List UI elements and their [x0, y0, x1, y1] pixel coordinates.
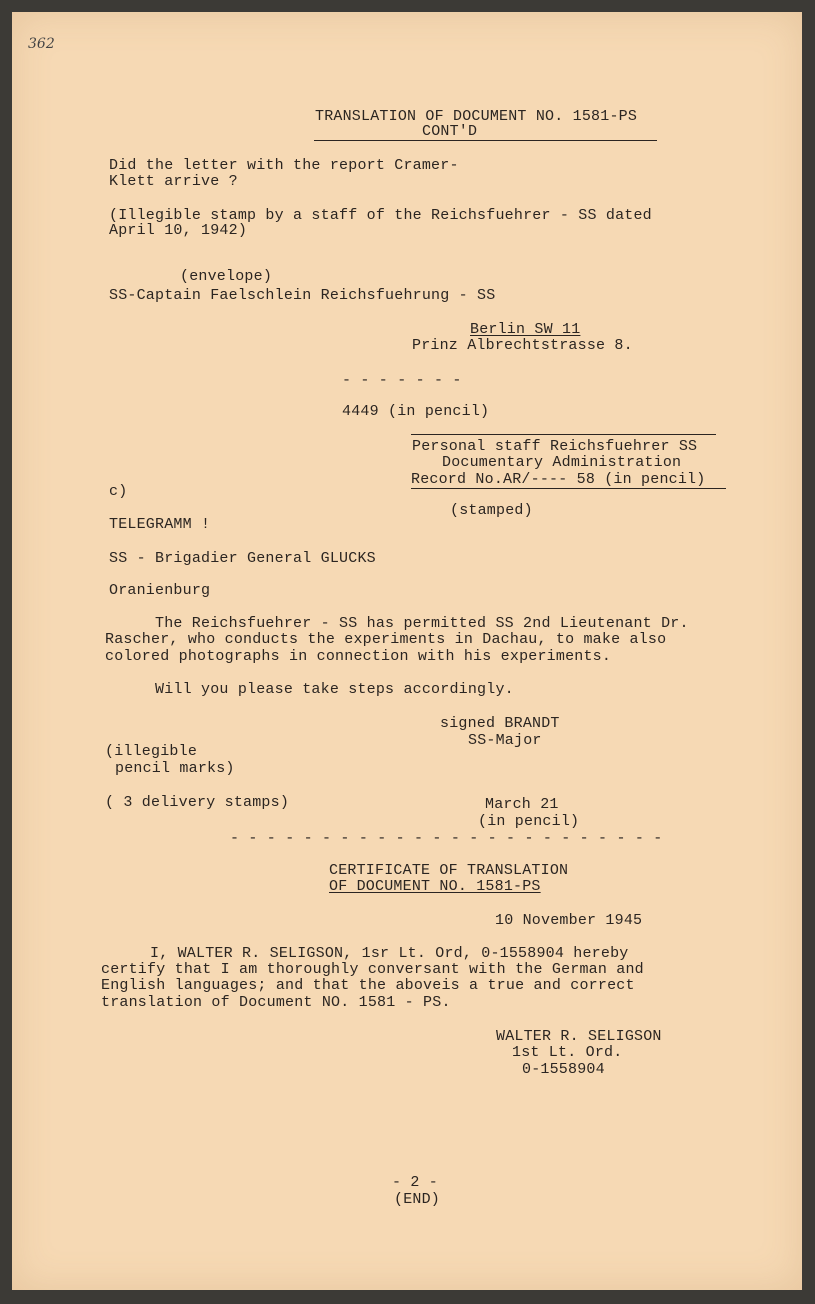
- certifier-rank: 1st Lt. Ord.: [512, 1044, 623, 1061]
- long-divider: - - - - - - - - - - - - - - - - - - - - - - - -: [230, 830, 663, 847]
- date-march-pencil: (in pencil): [478, 813, 580, 830]
- certificate-date: 10 November 1945: [495, 912, 643, 929]
- certificate-text-line-3: English languages; and that the aboveis a true and correct: [101, 977, 635, 994]
- stamp-note-line-2: April 10, 1942): [109, 222, 248, 239]
- doc-title: TRANSLATION OF DOCUMENT NO. 1581-PS: [315, 108, 638, 125]
- pencil-number: 4449 (in pencil): [342, 403, 490, 420]
- signature-name: signed BRANDT: [440, 715, 560, 732]
- stamped-note: (stamped): [450, 502, 533, 519]
- paragraph-1-line-1: The Reichsfuehrer - SS has permitted SS 2nd Lieutenant Dr.: [155, 615, 689, 632]
- title-underline: [314, 140, 657, 141]
- section-c: c): [109, 483, 128, 500]
- location: Oranienburg: [109, 582, 211, 599]
- stamp-note-line-1: (Illegible stamp by a staff of the Reichsfuehrer - SS dated: [109, 207, 652, 224]
- record-line-3: Record No.AR/---- 58 (in pencil): [411, 471, 706, 488]
- record-line-2: Documentary Administration: [442, 454, 682, 471]
- document-page: [12, 12, 802, 1290]
- envelope-addressee: SS-Captain Faelschlein Reichsfuehrung - SS: [109, 287, 496, 304]
- address-street: Prinz Albrechtstrasse 8.: [412, 337, 633, 354]
- doc-title-contd: CONT'D: [422, 123, 478, 140]
- certificate-text-line-4: translation of Document NO. 1581 - PS.: [101, 994, 451, 1011]
- pencil-marks-line-2: pencil marks): [115, 760, 235, 777]
- archive-mark: 362: [28, 36, 55, 52]
- question-line-2: Klett arrive ?: [109, 173, 238, 190]
- paragraph-2: Will you please take steps accordingly.: [155, 681, 514, 698]
- certifier-name: WALTER R. SELIGSON: [496, 1028, 662, 1045]
- certifier-serial: 0-1558904: [522, 1061, 605, 1078]
- paragraph-1-line-2: Rascher, who conducts the experiments in Dachau, to make also: [105, 631, 667, 648]
- delivery-stamps: ( 3 delivery stamps): [105, 794, 290, 811]
- date-march: March 21: [485, 796, 559, 813]
- short-divider: - - - - - - -: [342, 372, 462, 389]
- certificate-text-line-1: I, WALTER R. SELIGSON, 1sr Lt. Ord, 0-1558904 hereby: [150, 945, 629, 962]
- record-top-rule: [411, 434, 716, 435]
- record-line-1: Personal staff Reichsfuehrer SS: [412, 438, 698, 455]
- page-number: - 2 -: [392, 1174, 439, 1191]
- pencil-marks-line-1: (illegible: [105, 743, 198, 760]
- paragraph-1-line-3: colored photographs in connection with his experiments.: [105, 648, 612, 665]
- end-mark: (END): [394, 1191, 441, 1208]
- signature-rank: SS-Major: [468, 732, 542, 749]
- recipient: SS - Brigadier General GLUCKS: [109, 550, 376, 567]
- envelope-label: (envelope): [180, 268, 273, 285]
- address-city: Berlin SW 11: [470, 321, 581, 338]
- certificate-title-doc: OF DOCUMENT NO. 1581-PS: [329, 878, 541, 895]
- certificate-text-line-2: certify that I am thoroughly conversant with the German and: [101, 961, 644, 978]
- certificate-title: CERTIFICATE OF TRANSLATION: [329, 862, 569, 879]
- question-line-1: Did the letter with the report Cramer-: [109, 157, 459, 174]
- record-bottom-rule: [411, 488, 726, 489]
- telegram-heading: TELEGRAMM !: [109, 516, 211, 533]
